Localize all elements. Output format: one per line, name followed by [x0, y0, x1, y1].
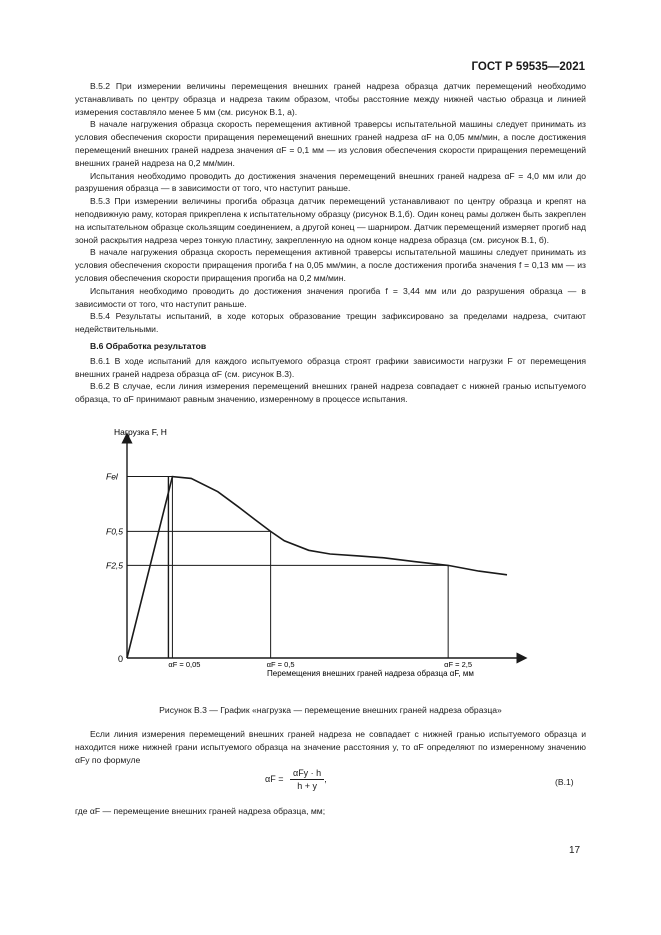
x-marker-label: αF = 0,05	[168, 660, 201, 669]
paragraph: Если линия измерения перемещений внешних граней надреза не совпадает с нижней гранью испытуемого образца и находится ниже нижней грани испытуемого образца на значение расстояния y, то αF определяют по измеренному значению αFy по формуле	[75, 729, 586, 765]
chart-svg	[100, 424, 530, 694]
x-marker-label: αF = 0,5	[266, 660, 295, 669]
formula-numerator: αFy · h	[290, 768, 324, 780]
formula-lhs: αF =	[265, 773, 284, 784]
y-marker-label: F0,5	[106, 526, 124, 537]
figure-caption: Рисунок В.3 — График «нагрузка — перемещение внешних граней надреза образца»	[159, 705, 502, 715]
paragraph: В.5.3 При измерении величины прогиба образца датчик перемещений устанавливают по центру образца и крепят на неподвижную раму, которая прикреплена к испытательному образцу (рисунок В.1,б). Один конец рамы должен быть закреплен на испытательном образце скользящим соединением, а другой конец — шарниром. Датчик перемещений измеряет прогиб над зоной раскрытия надреза через тонкую пластину, закрепленную на одном конце надреза образца (см. рисунок В.1, б).	[75, 196, 586, 245]
y-marker-label: F2,5	[106, 560, 124, 571]
document-header: ГОСТ Р 59535—2021	[471, 61, 585, 73]
section-title: В.6 Обработка результатов	[90, 340, 207, 351]
paragraph: В начале нагружения образца скорость перемещения активной траверсы испытательной машины следует принимать из условия обеспечения скорости приращения прогиба f на 0,05 мм/мин, а после достижения прогиба значения f = 0,13 мм — из условия обеспечения скорости приращения прогиба на 0,2 мм/мин.	[75, 247, 586, 283]
paragraph: В.5.4 Результаты испытаний, в ходе которых образование трещин зафиксировано за пределами надреза, считают недействительными.	[75, 311, 586, 335]
y-marker-label: Fel	[106, 471, 118, 482]
formula-fraction	[290, 768, 324, 791]
body-text	[75, 80, 586, 406]
paragraph: В.5.2 При измерении величины перемещения внешних граней надреза образца датчик перемещений необходимо устанавливать по центру образца и надреза таким образом, чтобы расстояние между нижней частью образца и линией измерения составляло менее 5 мм (см. рисунок В.1, а).	[75, 81, 586, 117]
series-line	[127, 477, 507, 658]
origin-label: 0	[118, 654, 124, 664]
x-marker-label: αF = 2,5	[444, 660, 473, 669]
paragraph: В.6.2 В случае, если линия измерения перемещений внешних граней надреза совпадает с нижней гранью испытуемого образца, то αF принимают равным значению, измеренному в процессе испытания.	[75, 381, 586, 405]
formula	[265, 768, 327, 791]
x-axis-label: Перемещения внешних граней надреза образца αF, мм	[267, 669, 474, 678]
formula-intro	[75, 728, 586, 766]
load-displacement-chart	[100, 424, 530, 694]
paragraph: В.6.1 В ходе испытаний для каждого испытуемого образца строят графики зависимости нагрузки F от перемещения внешних граней надреза образца αF (см. рисунок В.3).	[75, 355, 586, 379]
formula-number: (В.1)	[555, 777, 574, 787]
y-axis-label: Нагрузка F, Н	[114, 427, 167, 437]
paragraph: Испытания необходимо проводить до достижения значения перемещений внешних граней надреза αF = 4,0 мм или до разрушения образца — в зависимости от того, что наступит раньше.	[75, 170, 586, 194]
page-number: 17	[569, 845, 581, 856]
where-definition: где αF — перемещение внешних граней надреза образца, мм;	[75, 806, 326, 816]
formula-tail: ,	[324, 773, 327, 784]
paragraph: Испытания необходимо проводить до достижения значения прогиба f = 3,44 мм или до разрушения образца — в зависимости от того, что наступит раньше.	[75, 285, 586, 309]
paragraph: В начале нагружения образца скорость перемещения активной траверсы испытательной машины следует принимать из условия обеспечения скорости приращения перемещений внешних граней надреза αF на 0,05 мм/мин, а после достижения перемещений внешних граней надреза значения αF = 0,1 мм — из условия обеспечения скорости приращения перемещений внешних граней надреза на 0,2 мм/мин.	[75, 119, 586, 168]
formula-denominator: h + y	[297, 781, 317, 791]
